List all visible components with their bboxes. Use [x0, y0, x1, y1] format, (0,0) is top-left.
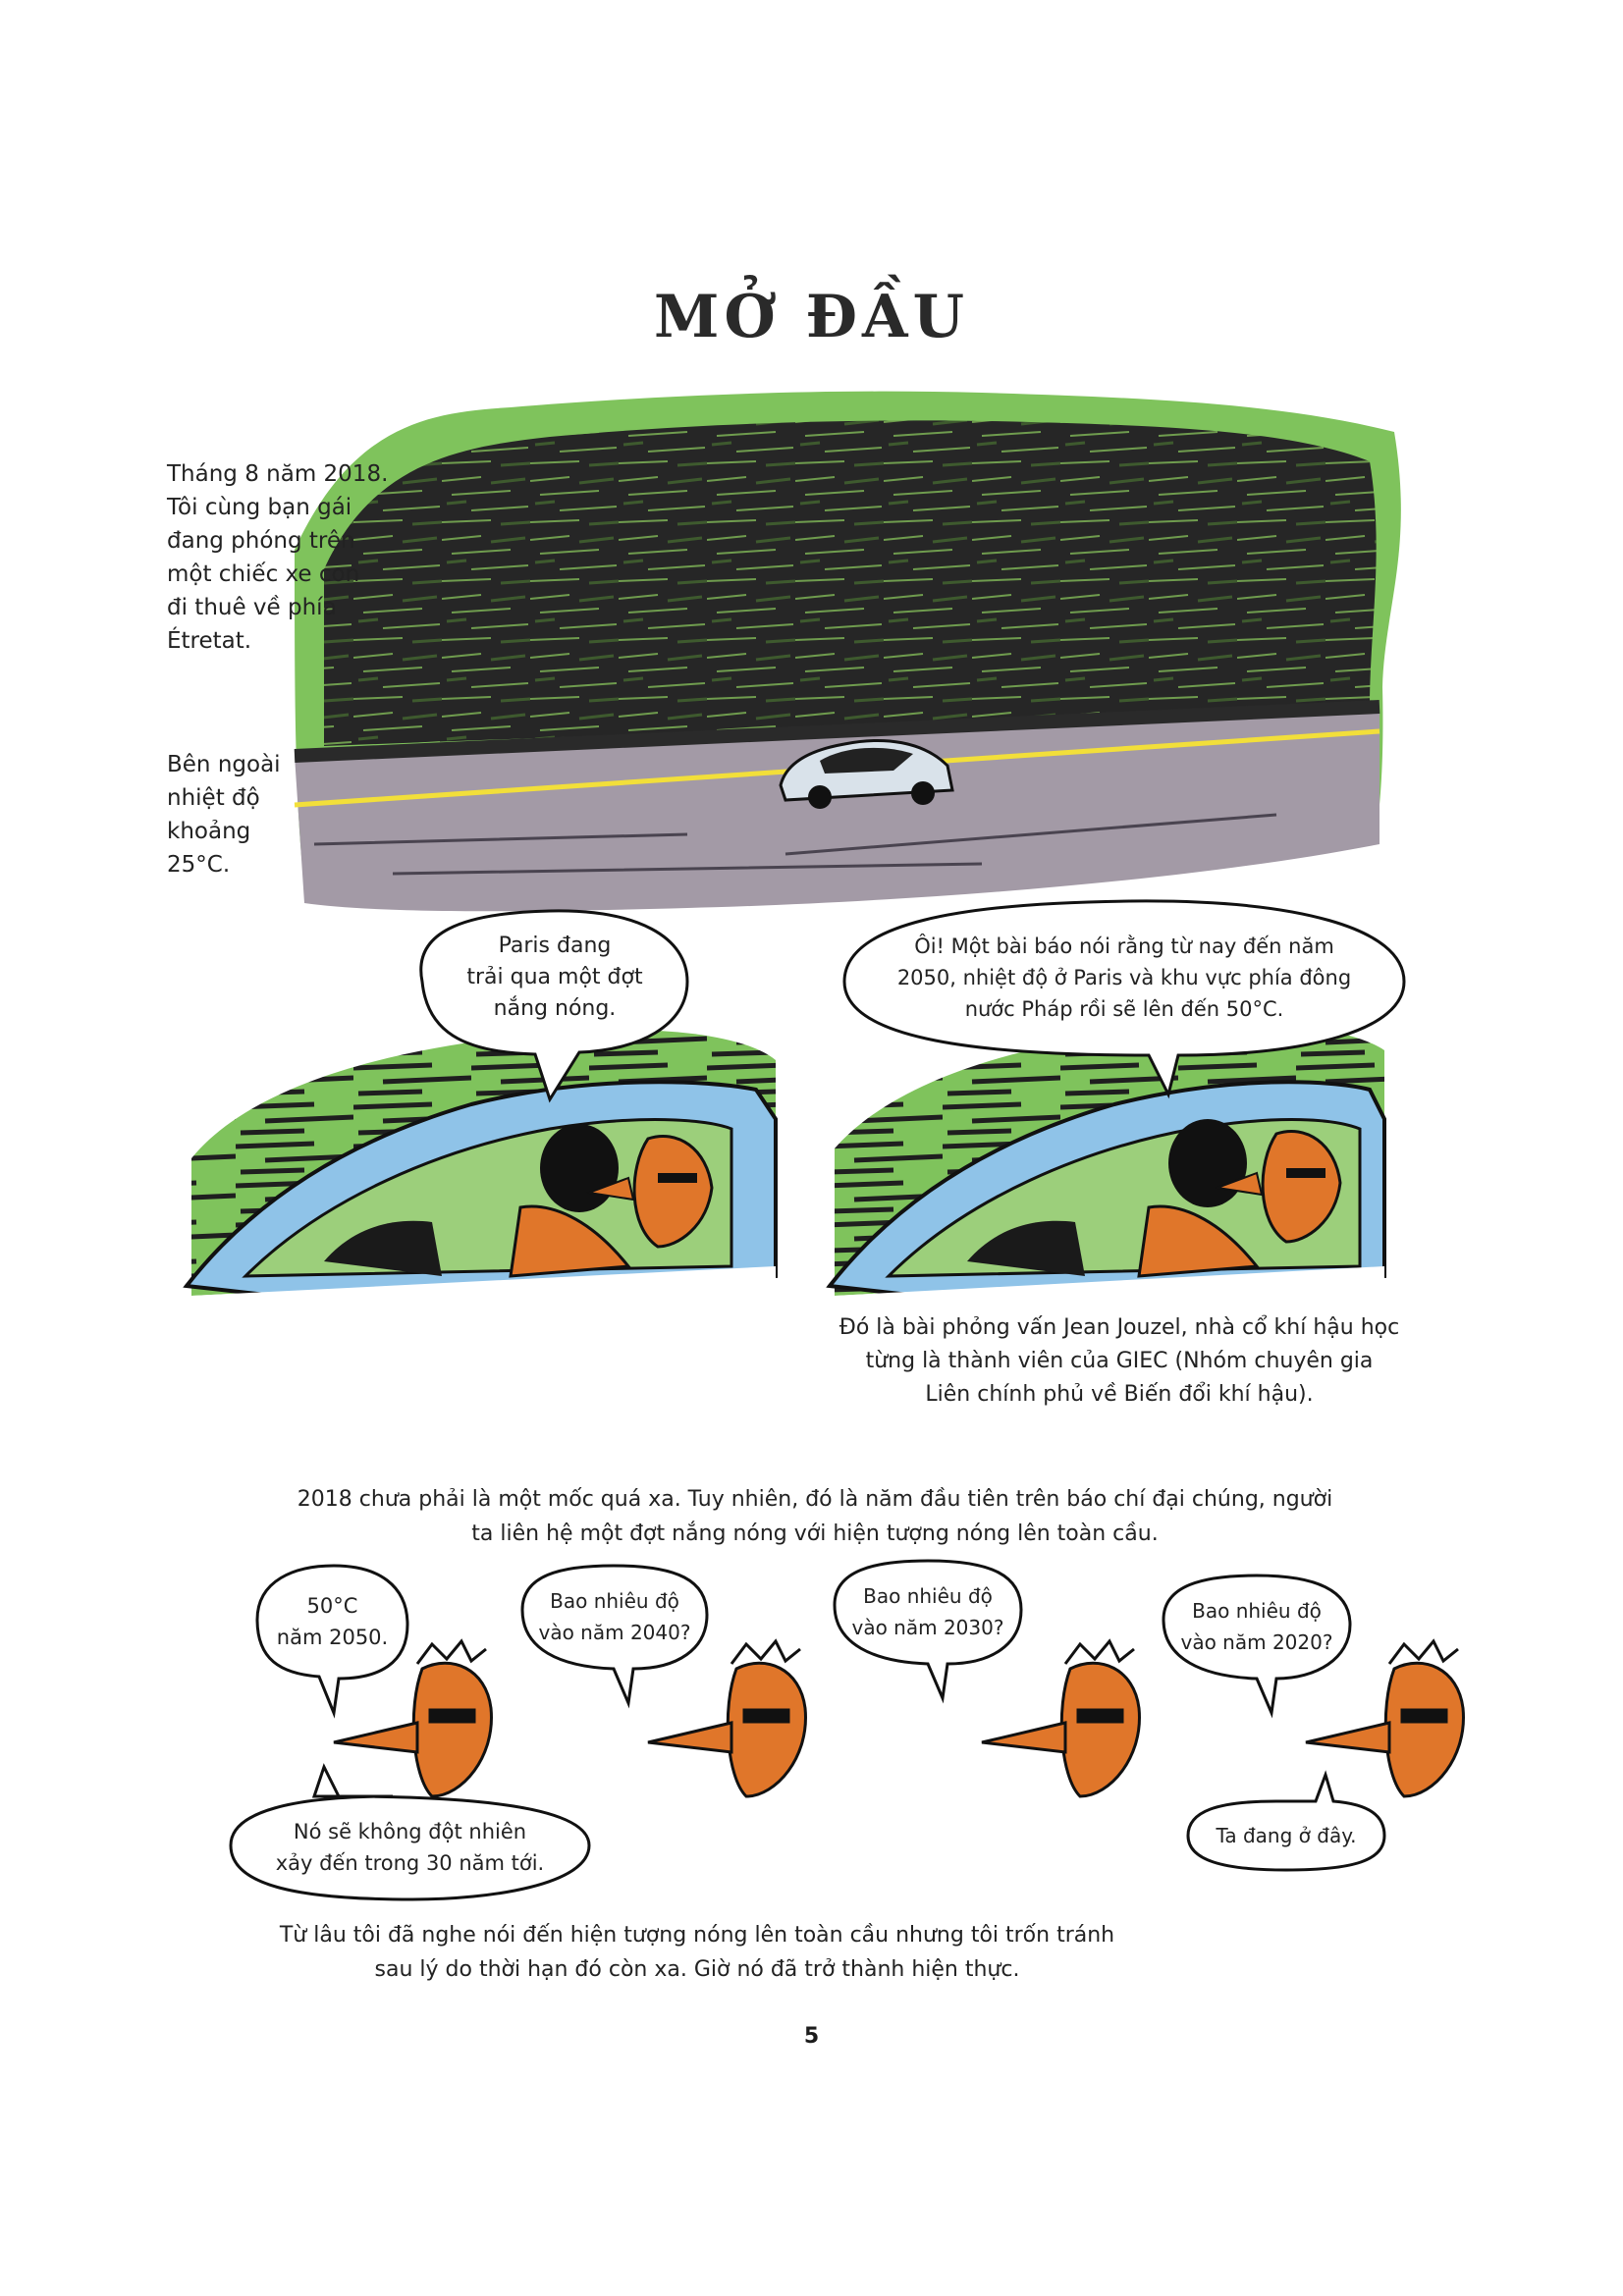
narration-line: 2018 chưa phải là một mốc quá xa. Tuy nhiên, đó là năm đầu tiên trên báo chí đại chúng, người	[297, 1487, 1333, 1512]
panel1-illustration	[295, 392, 1401, 912]
panel2-illustration	[187, 1030, 776, 1315]
speech-line: năm 2050.	[276, 1626, 389, 1649]
caption-line: 25°C.	[167, 852, 231, 878]
caption-line: khoảng	[167, 819, 251, 844]
narration-line: sau lý do thời hạn đó còn xa. Giờ nó đã trở thành hiện thực.	[374, 1957, 1020, 1982]
panel3-illustration	[830, 1026, 1384, 1315]
speech-line: Nó sẽ không đột nhiên	[293, 1820, 527, 1843]
caption-line: Liên chính phủ về Biến đổi khí hậu).	[925, 1382, 1314, 1407]
speech-line: vào năm 2040?	[538, 1621, 691, 1644]
closing-narration	[226, 1918, 1168, 1987]
strip-bubble-2-text	[522, 1585, 707, 1648]
caption-line: Bên ngoài	[167, 752, 281, 777]
speech-line: nắng nóng.	[493, 996, 617, 1021]
narration-line: Từ lâu tôi đã nghe nói đến hiện tượng nóng lên toàn cầu nhưng tôi trốn tránh	[279, 1923, 1115, 1948]
caption-line: đi thuê về phía	[167, 595, 337, 620]
speech-line: Bao nhiêu độ	[863, 1584, 993, 1608]
speech-line: vào năm 2030?	[851, 1616, 1004, 1639]
page-number: 5	[803, 2024, 820, 2049]
speech-line: Ôi! Một bài báo nói rằng từ nay đến năm	[914, 934, 1334, 958]
caption-line: đang phóng trên	[167, 528, 355, 554]
middle-narration	[226, 1482, 1404, 1551]
caption-line: nhiệt độ	[167, 785, 260, 811]
caption-line: Étretat.	[167, 628, 252, 654]
caption-line: từng là thành viên của GIEC (Nhóm chuyên gia	[865, 1349, 1374, 1373]
narration-line: ta liên hệ một đợt nắng nóng với hiện tượng nóng lên toàn cầu.	[471, 1522, 1159, 1546]
speech-line: 2050, nhiệt độ ở Paris và khu vực phía đông	[896, 966, 1352, 989]
panel3-caption	[825, 1311, 1414, 1412]
speech-line: 50°C	[306, 1594, 358, 1618]
speech-line: xảy đến trong 30 năm tới.	[275, 1851, 545, 1875]
page-title: MỞ ĐẦU	[654, 283, 969, 351]
caption-line: Tháng 8 năm 2018.	[167, 461, 389, 487]
strip-bubble-1-text	[257, 1590, 407, 1653]
strip-bubble-3-text	[835, 1580, 1021, 1643]
caption-line: một chiếc xe con	[167, 561, 360, 587]
speech-line: Bao nhiêu độ	[1192, 1599, 1322, 1623]
strip-bottom-right-text	[1188, 1820, 1384, 1851]
panel2-speech-text	[432, 931, 677, 1025]
caption-line: Tôi cùng bạn gái	[167, 495, 352, 520]
caption-line: Đó là bài phỏng vấn Jean Jouzel, nhà cổ khí hậu học	[839, 1315, 1400, 1340]
panel3-speech-text	[849, 931, 1399, 1025]
speech-line: Ta đang ở đây.	[1216, 1824, 1357, 1847]
speech-line: vào năm 2020?	[1180, 1630, 1333, 1654]
strip-bubble-4-text	[1163, 1595, 1350, 1658]
speech-line: trải qua một đợt	[466, 965, 643, 989]
speech-line: nước Pháp rồi sẽ lên đến 50°C.	[964, 997, 1284, 1021]
speech-line: Paris đang	[498, 934, 612, 958]
panel1-caption-bottom	[167, 748, 281, 881]
speech-line: Bao nhiêu độ	[550, 1589, 679, 1613]
strip-bottom-left-text	[236, 1816, 584, 1879]
panel1-caption-top	[167, 457, 388, 658]
